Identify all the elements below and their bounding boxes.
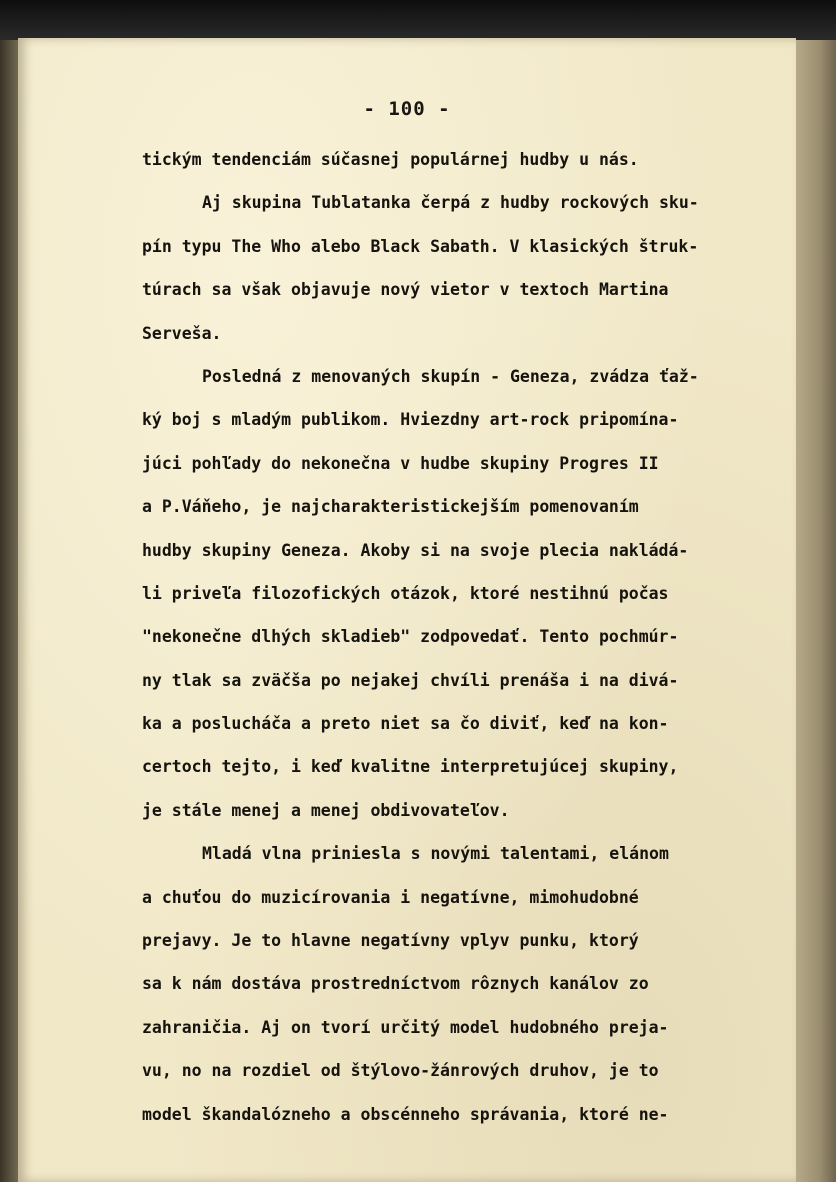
- page-stack-edge: [794, 40, 836, 1182]
- text-line: júci pohľady do nekonečna v hudbe skupiny Progres II: [142, 453, 659, 473]
- text-line: je stále menej a menej obdivovateľov.: [142, 800, 510, 820]
- text-line: a chuťou do muzicírovania i negatívne, mimohudobné: [142, 887, 639, 907]
- text-line: ka a poslucháča a preto niet sa čo diviť, keď na kon-: [142, 714, 669, 734]
- text-line: Mladá vlna priniesla s novými talentami, elánom: [202, 844, 669, 864]
- paper-sheet: [18, 38, 796, 1182]
- text-line: "nekonečne dlhých skladieb" zodpovedať. Tento pochmúr-: [142, 627, 679, 647]
- scanner-top-shadow: [0, 0, 836, 40]
- text-line: li priveľa filozofických otázok, ktoré nestihnú počas: [142, 583, 669, 603]
- typewritten-text: [142, 138, 732, 1136]
- page-number: - 100 -: [363, 98, 451, 120]
- text-line: a P.Váňeho, je najcharakteristickejším pomenovaním: [142, 497, 639, 517]
- text-line: prejavy. Je to hlavne negatívny vplyv punku, ktorý: [142, 931, 639, 951]
- text-line: tickým tendenciám súčasnej populárnej hudby u nás.: [142, 150, 639, 169]
- text-line: hudby skupiny Geneza. Akoby si na svoje plecia nakládá-: [142, 540, 689, 560]
- text-line: model škandalózneho a obscénneho správania, ktoré ne-: [142, 1104, 669, 1124]
- text-line: ký boj s mladým publikom. Hviezdny art-rock pripomína-: [142, 410, 679, 430]
- text-line: ny tlak sa zväčša po nejakej chvíli prenáša i na divá-: [142, 670, 679, 690]
- text-line: pín typu The Who alebo Black Sabath. V klasických štruk-: [142, 236, 699, 256]
- text-line: vu, no na rozdiel od štýlovo-žánrových druhov, je to: [142, 1061, 659, 1081]
- text-line: certoch tejto, i keď kvalitne interpretujúcej skupiny,: [142, 757, 679, 777]
- text-line: zahraničia. Aj on tvorí určitý model hudobného preja-: [142, 1017, 669, 1037]
- text-line: Aj skupina Tublatanka čerpá z hudby rockových sku-: [202, 193, 699, 213]
- text-line: túrach sa však objavuje nový vietor v textoch Martina: [142, 280, 669, 300]
- text-line: Serveša.: [142, 323, 222, 343]
- text-line: Posledná z menovaných skupín - Genezа, zvádza ťaž-: [202, 366, 699, 386]
- text-line: sa k nám dostáva prostredníctvom rôznych kanálov zo: [142, 974, 649, 994]
